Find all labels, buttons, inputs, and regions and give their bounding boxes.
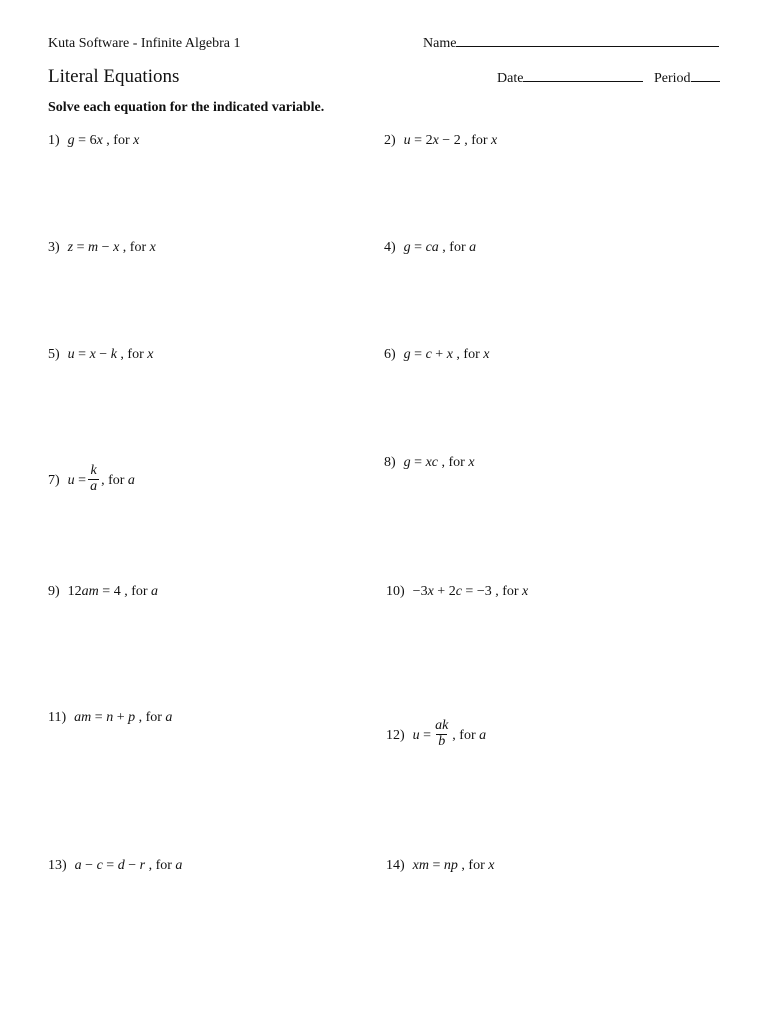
fraction: $\frac{k}{a}$ [90,463,98,494]
problem-number: 10) [386,584,405,599]
problem-equation: u = x − k , for x [67,347,154,362]
instructions: Solve each equation for the indicated variable. [48,100,325,115]
problem-number: 1) [48,133,60,148]
problem-8 [384,456,475,470]
problem-equation: am = n + p , for a [74,710,173,725]
problem-equation: −3x + 2c = −3 , for x [412,584,529,599]
fraction: $\frac{ak}{b}$ [435,718,449,749]
period-field[interactable] [654,71,720,87]
problem-number: 4) [384,240,396,255]
problem-number: 2) [384,133,396,148]
problem-13 [48,859,182,873]
problem-1 [48,134,139,148]
name-field[interactable] [423,36,719,52]
problem-equation: xm = np , for x [412,858,495,873]
problem-equation: u = $\frac{ak}{b}$ , for a [412,718,487,749]
problem-2 [384,134,497,148]
name-line [456,45,719,47]
problem-number: 9) [48,584,60,599]
problem-9 [48,585,158,599]
problem-number: 7) [48,473,60,489]
problem-14 [386,859,494,873]
problem-number: 3) [48,240,60,255]
date-field[interactable] [497,71,643,87]
problem-7 [48,463,135,496]
problem-4 [384,241,476,255]
problem-equation: u = 2x − 2 , for x [403,133,498,148]
problem-equation: 12am = 4 , for a [67,584,159,599]
problem-equation: g = c + x , for x [403,347,490,362]
problem-equation: u = $\frac{k}{a}$ , for a [67,463,135,494]
problem-3 [48,241,156,255]
date-line [523,80,643,82]
problem-6 [384,348,489,362]
problem-number: 13) [48,858,67,873]
problem-equation: g = 6x , for x [67,133,140,148]
software-header: Kuta Software - Infinite Algebra 1 [48,36,241,51]
date-label: Date [497,71,524,86]
problem-equation: z = m − x , for x [67,240,156,255]
problem-10 [386,585,528,599]
problem-5 [48,348,153,362]
problem-number: 14) [386,858,405,873]
problem-number: 5) [48,347,60,362]
period-line [691,80,720,82]
name-label: Name [423,36,457,51]
period-label: Period [654,71,691,86]
problem-number: 8) [384,455,396,470]
problem-equation: g = xc , for x [403,455,475,470]
problem-number: 12) [386,728,405,744]
problem-equation: a − c = d − r , for a [74,858,183,873]
problem-number: 6) [384,347,396,362]
page-title: Literal Equations [48,66,180,87]
problem-equation: g = ca , for a [403,240,477,255]
problem-number: 11) [48,710,67,725]
problem-11 [48,711,172,725]
problem-12 [386,718,487,751]
